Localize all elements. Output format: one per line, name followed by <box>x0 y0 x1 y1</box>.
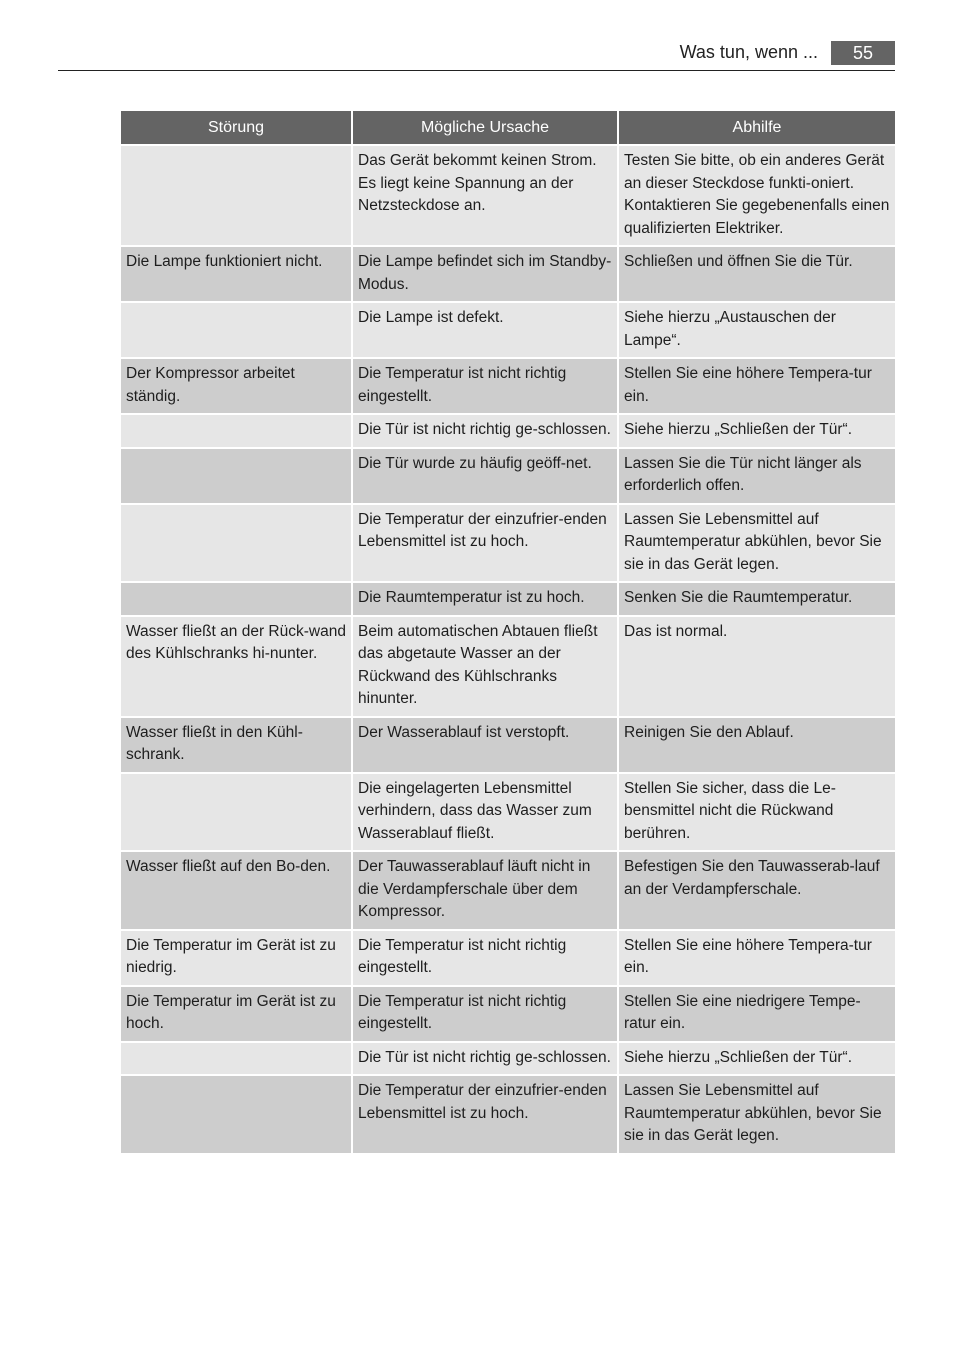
cause-cell: Die Tür ist nicht richtig ge-schlossen. <box>352 1042 618 1076</box>
problem-cell <box>121 302 352 358</box>
table-body <box>121 145 895 1154</box>
cause-cell: Der Wasserablauf ist verstopft. <box>352 717 618 773</box>
page-number-badge: 55 <box>831 41 895 65</box>
troubleshooting-table <box>121 111 895 1155</box>
table-header-row <box>121 111 895 145</box>
remedy-cell: Siehe hierzu „Schließen der Tür“. <box>618 1042 895 1076</box>
table-row <box>121 930 895 986</box>
cause-cell: Die Temperatur der einzufrier-enden Lebensmittel ist zu hoch. <box>352 1075 618 1154</box>
cause-cell: Die Temperatur der einzufrier-enden Lebensmittel ist zu hoch. <box>352 504 618 583</box>
remedy-cell: Stellen Sie eine höhere Tempera-tur ein. <box>618 358 895 414</box>
table-row <box>121 246 895 302</box>
table-row <box>121 448 895 504</box>
table-row <box>121 302 895 358</box>
remedy-cell: Befestigen Sie den Tauwasserab-lauf an der Verdampferschale. <box>618 851 895 930</box>
problem-cell: Die Temperatur im Gerät ist zu hoch. <box>121 986 352 1042</box>
cause-cell: Die Lampe befindet sich im Standby-Modus. <box>352 246 618 302</box>
cause-cell: Beim automatischen Abtauen fließt das abgetaute Wasser an der Rückwand des Kühlschranks hinunter. <box>352 616 618 717</box>
remedy-cell: Das ist normal. <box>618 616 895 717</box>
cause-cell: Der Tauwasserablauf läuft nicht in die Verdampferschale über dem Kompressor. <box>352 851 618 930</box>
problem-cell <box>121 1075 352 1154</box>
problem-cell: Wasser fließt an der Rück-wand des Kühlschranks hi-nunter. <box>121 616 352 717</box>
problem-cell: Wasser fließt auf den Bo-den. <box>121 851 352 930</box>
problem-cell <box>121 504 352 583</box>
problem-cell <box>121 1042 352 1076</box>
header-divider <box>58 70 895 71</box>
cause-cell: Die Lampe ist defekt. <box>352 302 618 358</box>
problem-cell: Wasser fließt in den Kühl-schrank. <box>121 717 352 773</box>
cause-cell: Die Raumtemperatur ist zu hoch. <box>352 582 618 616</box>
remedy-cell: Senken Sie die Raumtemperatur. <box>618 582 895 616</box>
problem-cell <box>121 582 352 616</box>
table-row <box>121 1075 895 1154</box>
column-header-cause: Mögliche Ursache <box>352 111 618 145</box>
remedy-cell: Stellen Sie eine höhere Tempera-tur ein. <box>618 930 895 986</box>
problem-cell <box>121 773 352 852</box>
cause-cell: Die Temperatur ist nicht richtig eingestellt. <box>352 358 618 414</box>
table-row <box>121 616 895 717</box>
problem-cell <box>121 448 352 504</box>
cause-cell: Die eingelagerten Lebensmittel verhindern, dass das Wasser zum Wasserablauf fließt. <box>352 773 618 852</box>
cause-cell: Die Tür ist nicht richtig ge-schlossen. <box>352 414 618 448</box>
table-row <box>121 414 895 448</box>
cause-cell: Die Temperatur ist nicht richtig eingestellt. <box>352 930 618 986</box>
remedy-cell: Stellen Sie eine niedrigere Tempe-ratur ein. <box>618 986 895 1042</box>
table-row <box>121 504 895 583</box>
table-row <box>121 145 895 246</box>
remedy-cell: Lassen Sie Lebensmittel auf Raumtemperatur abkühlen, bevor Sie sie in das Gerät legen. <box>618 504 895 583</box>
cause-cell: Das Gerät bekommt keinen Strom. Es liegt keine Spannung an der Netzsteckdose an. <box>352 145 618 246</box>
problem-cell: Die Lampe funktioniert nicht. <box>121 246 352 302</box>
remedy-cell: Siehe hierzu „Schließen der Tür“. <box>618 414 895 448</box>
problem-cell <box>121 145 352 246</box>
column-header-remedy: Abhilfe <box>618 111 895 145</box>
column-header-problem: Störung <box>121 111 352 145</box>
table-row <box>121 773 895 852</box>
remedy-cell: Reinigen Sie den Ablauf. <box>618 717 895 773</box>
cause-cell: Die Temperatur ist nicht richtig eingestellt. <box>352 986 618 1042</box>
cause-cell: Die Tür wurde zu häufig geöff-net. <box>352 448 618 504</box>
section-title: Was tun, wenn ... <box>679 42 818 62</box>
problem-cell: Die Temperatur im Gerät ist zu niedrig. <box>121 930 352 986</box>
remedy-cell: Lassen Sie die Tür nicht länger als erforderlich offen. <box>618 448 895 504</box>
table-row <box>121 358 895 414</box>
remedy-cell: Schließen und öffnen Sie die Tür. <box>618 246 895 302</box>
table-row <box>121 1042 895 1076</box>
table-row <box>121 717 895 773</box>
remedy-cell: Siehe hierzu „Austauschen der Lampe“. <box>618 302 895 358</box>
page-header <box>0 0 954 74</box>
remedy-cell: Testen Sie bitte, ob ein anderes Gerät an dieser Steckdose funkti-oniert. Kontaktieren Sie gegebenenfalls einen qualifizierten Elektriker. <box>618 145 895 246</box>
remedy-cell: Stellen Sie sicher, dass die Le-bensmittel nicht die Rückwand berühren. <box>618 773 895 852</box>
table-row <box>121 986 895 1042</box>
table-row <box>121 582 895 616</box>
remedy-cell: Lassen Sie Lebensmittel auf Raumtemperatur abkühlen, bevor Sie sie in das Gerät legen. <box>618 1075 895 1154</box>
problem-cell: Der Kompressor arbeitet ständig. <box>121 358 352 414</box>
problem-cell <box>121 414 352 448</box>
table-row <box>121 851 895 930</box>
